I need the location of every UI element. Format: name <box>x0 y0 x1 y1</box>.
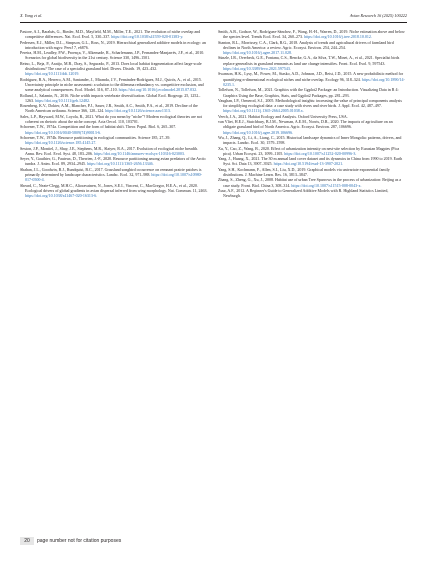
reference-item: Shahan, J.L., Goodwin, B.J., Rundquist, B.C., 2017. Grassland songbird occurrence on remnant prairie patches is primarily determined by landscape characteristics. Landsc. Ecol. 32, 971–988. https://doi.org/10.1007/s10980-017-0500-4. <box>20 166 203 183</box>
reference-doi-link[interactable]: https://doi.org/10.1038/s41467-020-16313-6. <box>25 193 98 199</box>
reference-item: Seyer, Y., Gauthier, G., Fauteux, D., Therrien, J.-F., 2020. Resource partitioning among avian predators of the Arctic tundra. J. Anim. Ecol. 89, 2934–2945. https://doi.org/10.1111/1365-2656.13346. <box>20 156 207 167</box>
reference-item: Smith, A.B., Godsoe, W., Rodríguez-Sánchez, F., Wang, H.-H., Warren, D., 2019. Niche estimation above and below the species level. Trends Ecol. Evol. 34, 260–273. https://doi.org/10.1016/j.tree.2018.10.012. <box>218 29 405 40</box>
reference-item: Tollefson, N., Tollefson, M., 2021. Graphics with the Ggplot2 Package: an Introduction. Visualizing Data in R 4: Graphics Using the Base, Graphics, Stats, and Ggplot2 Packages, pp. 281–293. <box>218 87 399 98</box>
reference-doi-link[interactable]: https://doi.org/10.1007/s11515-008-0043-x. <box>291 182 362 188</box>
reference-doi-link[interactable]: https://doi.org/10.1016/0040-5809(74)90013-6. <box>25 129 102 135</box>
reference-item: Zuur, A.F., 2012. A Beginner's Guide to Generalized Additive Models with R. Highland Statistics Limited, Newburgh. <box>218 187 389 199</box>
reference-item: Pereira, H.M., Leadley, P.W., Proença, V., Alkemade, R., Scharlemann, J.P., Fernandez-Manjarrés, J.F., et al., 2010. Scenarios for global biodiversity in the 21st century. Science 330, 1496–1501. <box>20 50 205 61</box>
reference-doi-link[interactable]: https://doi.org/10.1038/s41559-020-01383-y. <box>111 34 184 40</box>
references-column-right <box>218 29 406 199</box>
reference-item: Schoener, T.W., 1974a. Competition and the form of habitat shift. Theor. Popul. Biol. 6, 265–307. https://doi.org/10.1016/0040-5809(74)90013-6. <box>20 124 177 135</box>
reference-item: Pastore, A.I., Barabás, G., Bimler, M.D., Mayfield, M.M., Miller, T.E., 2021. The evolution of niche overlap and competitive differences. Nat. Ecol. Evol. 5, 330–337. https://doi.org/10.1038/s41559-020-01383-y. <box>20 29 201 40</box>
reference-item: Sexton, J.P., Montiel, J., Shay, J.E., Stephens, M.R., Slatyer, R.A., 2017. Evolution of ecological niche breadth. Annu. Rev. Ecol. Evol. Syst. 48, 183–206. https://doi.org/10.1146/annurev-ecolsys-110316-023003. <box>20 145 199 156</box>
reference-doi-link[interactable]: https://doi.org/10.1016/j.agee.2019.106696. <box>223 129 294 135</box>
reference-doi-link[interactable]: https://doi.org/10.1111/1365-2656.13346. <box>87 161 154 167</box>
reference-item: Xu, Y., Cao, Z., Wang, B., 2020. Effect of urbanization intensity on nest-site selection by Eurasian Magpies (Pica pica). Urban Ecosyst. 23, 1099–1105. https://doi.org/10.1007/s11252-020-00996-3. <box>218 145 400 156</box>
reference-item: Rosenberg, K.V., Dokter, A.M., Blancher, P.J., Sauer, J.R., Smith, A.C., Smith, P.A., et al., 2019. Decline of the North American avifauna. Science 366, 120–124. https://doi.org/10.1126/science.aaw1313. <box>20 103 198 114</box>
reference-doi-link[interactable]: https://doi.org/10.1007/s10980-017-0500-4. <box>25 172 203 183</box>
reference-item: Wu, J., Zhang, Q., Li, A., Liang, C., 2015. Historical landscape dynamics of Inner Mongolia: patterns, drivers, and impacts. Landsc. Ecol. 30, 1579–1598. <box>218 134 402 146</box>
page-number: 20 <box>20 537 34 545</box>
reference-doi-link[interactable]: https://doi.org/10.5194/essd-13-3907-2021. <box>273 161 344 167</box>
reference-item: van Vliet, H.E.J., Stutchbury, B.J.M., Newman, A.E.M., Norris, D.R., 2020. The impacts of agriculture on an obligate grassland bird of North America. Agric. Ecosyst. Environ. 287, 106696. https://doi.org/10.1016/j.agee.2019.106696. <box>218 119 393 135</box>
reference-item: Rolland, J., Salamin, N., 2016. Niche width impacts vertebrate diversification. Global Ecol. Biogeogr. 25, 1252–1263. https://doi.org/10.1111/geb.12482. <box>20 92 201 103</box>
reference-doi-link[interactable]: https://doi.org/10.1111/geb.12482. <box>35 97 91 103</box>
reference-item: Yang, J., Huang, X., 2021. The 30 m annual land cover dataset and its dynamics in China from 1990 to 2019. Earth Syst. Sci. Data 13, 3907–3925. https://doi.org/10.5194/essd-13-3907-2021. <box>218 156 403 167</box>
running-header-authors: X. Yang et al. <box>20 13 43 18</box>
reference-item: Vaughan, I.P., Ormerod, S.J., 2005. Methodological insights: increasing the value of principal components analysis for simplifying ecological data: a case study with rivers and river birds. J. Appl. Ecol. 42, 487–497. https://doi.org/10.1111/j.1365-2664.2005.01038.x. <box>218 97 402 114</box>
reference-item: Pedersen, E.J., Miller, D.L., Simpson, G.L., Ross, N., 2019. Hierarchical generalized additive models in ecology: an introduction with mgcv. PeerJ 7, e6876. <box>20 39 206 50</box>
references-column-left <box>20 29 208 199</box>
header-divider <box>20 22 407 23</box>
reference-item: Yang, S.H., Kochmann, F., Allen, S.I., Liu, X.D., 2019. Graphical models via univariate exponential family distributions. J. Machine Learn. Res. 16, 3813–3847. <box>218 166 390 178</box>
reference-doi-link[interactable]: https://doi.org/10.1007/s11252-020-00996-3. <box>284 150 357 156</box>
running-header-journal: Avian Research 16 (2025) 100222 <box>349 13 407 18</box>
reference-item: Sales, L.P., Hayward, M.W., Loyola, R., 2021. What do you mean by "niche"? Modern ecological theories are not coherent on rhetoric about the niche concept. Acta Oecol. 110, 103701. <box>20 113 203 125</box>
reference-item: Reino, L., Beja, P., Araújo, M.B., Dray, S., Segurado, P., 2013. Does local habitat fragmentation affect large-scale distributions? The case of a specialist grassland bird. Divers. Distrib. 19, 423–432. https://doi.org/10.1111/ddi.12019. <box>20 60 202 77</box>
reference-doi-link[interactable]: https://doi.org/10.1016/j.tree.2018.10.012. <box>304 34 372 40</box>
page-number-note: page number not for citation purposes <box>37 538 122 544</box>
reference-item: Zhang, S., Zheng, G., Xu, J., 2008. Habitat use of urban Tree Sparrows in the process of urbanization: Beijing as a case study. Front. Biol. China 3, 308–314. https://doi.org/10.1007/s11515-008-0043-x. <box>218 177 402 188</box>
reference-doi-link[interactable]: https://doi.org/10.1126/science.185.4145.27. <box>25 140 97 146</box>
reference-doi-link[interactable]: https://doi.org/10.1111/ddi.12019. <box>25 71 80 77</box>
reference-doi-link[interactable]: https://doi.org/10.1111/j.1365-2664.2005.01038.x. <box>223 108 304 114</box>
reference-item: Veech, J.A., 2021. Habitat Ecology and Analysis. Oxford University Press, USA. <box>218 113 348 119</box>
reference-doi-link[interactable]: https://doi.org/10.1146/annurev-ecolsys-110316-023003. <box>93 150 185 156</box>
reference-item: Sünzle, I.R., Overbeck, G.E., Fontana, C.S., Bencke, G.A., da Silva, T.W., Minet, A., et al., 2021. Specialist birds replace generalists in grassland remnants as land use change intensifies. Front. Ecol. Evol. 9, 597543. https://doi.org/10.3389/fevo.2021.597543. <box>218 55 400 72</box>
reference-item: Sheard, C., Neate-Clegg, M.H.C., Alioravainen, N., Jones, S.E.I., Vincent, C., MacGregor, H.E.A., et al., 2020. Ecological drivers of global gradients in avian dispersal inferred from wing morphology. Nat. Commun. 11, 2463. https://doi.org/10.1038/s41467-020-16313-6. <box>20 182 208 199</box>
reference-item: Swanson, H.K., Lysy, M., Power, M., Stasko, A.D., Johnson, J.D., Reist, J.D., 2015. A new probabilistic method for quantifying n-dimensional ecological niches and niche overlap. Ecology 96, 318–324. https://doi.org/10.1890/14-0235.1. <box>218 71 405 87</box>
reference-doi-link[interactable]: https://doi.org/10.1890/14-0235.1. <box>223 76 405 87</box>
reference-item: Rodríguez, B.A., Herrero, A.M., Santander, J., Miranda, J.V., Fernández-Rodríguez, M.J., Quirós, A., et al., 2015. Uncertainty principle in niche assessment: a solution to the dilemma redundancy vs. competitive exclusion, and some analytical consequences. Ecol. Model. 316, 87–110. https://doi.org/10.1016/j.ecolmodel.2015.07.032. <box>20 76 204 93</box>
reference-item: Stanton, R.L., Morrissey, C.A., Clark, R.G., 2018. Analysis of trends and agricultural drivers of farmland bird declines in North America: a review. Agric. Ecosyst. Environ. 254, 244–254. https://doi.org/10.1016/j.agee.2017.11.028. <box>218 39 394 56</box>
reference-doi-link[interactable]: https://doi.org/10.1016/j.agee.2017.11.028. <box>223 50 292 56</box>
reference-doi-link[interactable]: https://doi.org/10.1016/j.ecolmodel.2015.07.032. <box>118 87 198 93</box>
page-footer <box>20 537 407 547</box>
reference-doi-link[interactable]: https://doi.org/10.3389/fevo.2021.597543. <box>223 66 291 72</box>
reference-doi-link[interactable]: https://doi.org/10.1126/science.aaw1313. <box>105 108 171 114</box>
reference-item: Schoener, T.W., 1974b. Resource partitioning in ecological communities. Science 185, 27–39. https://doi.org/10.1126/science.185.4145.27. <box>20 134 171 146</box>
